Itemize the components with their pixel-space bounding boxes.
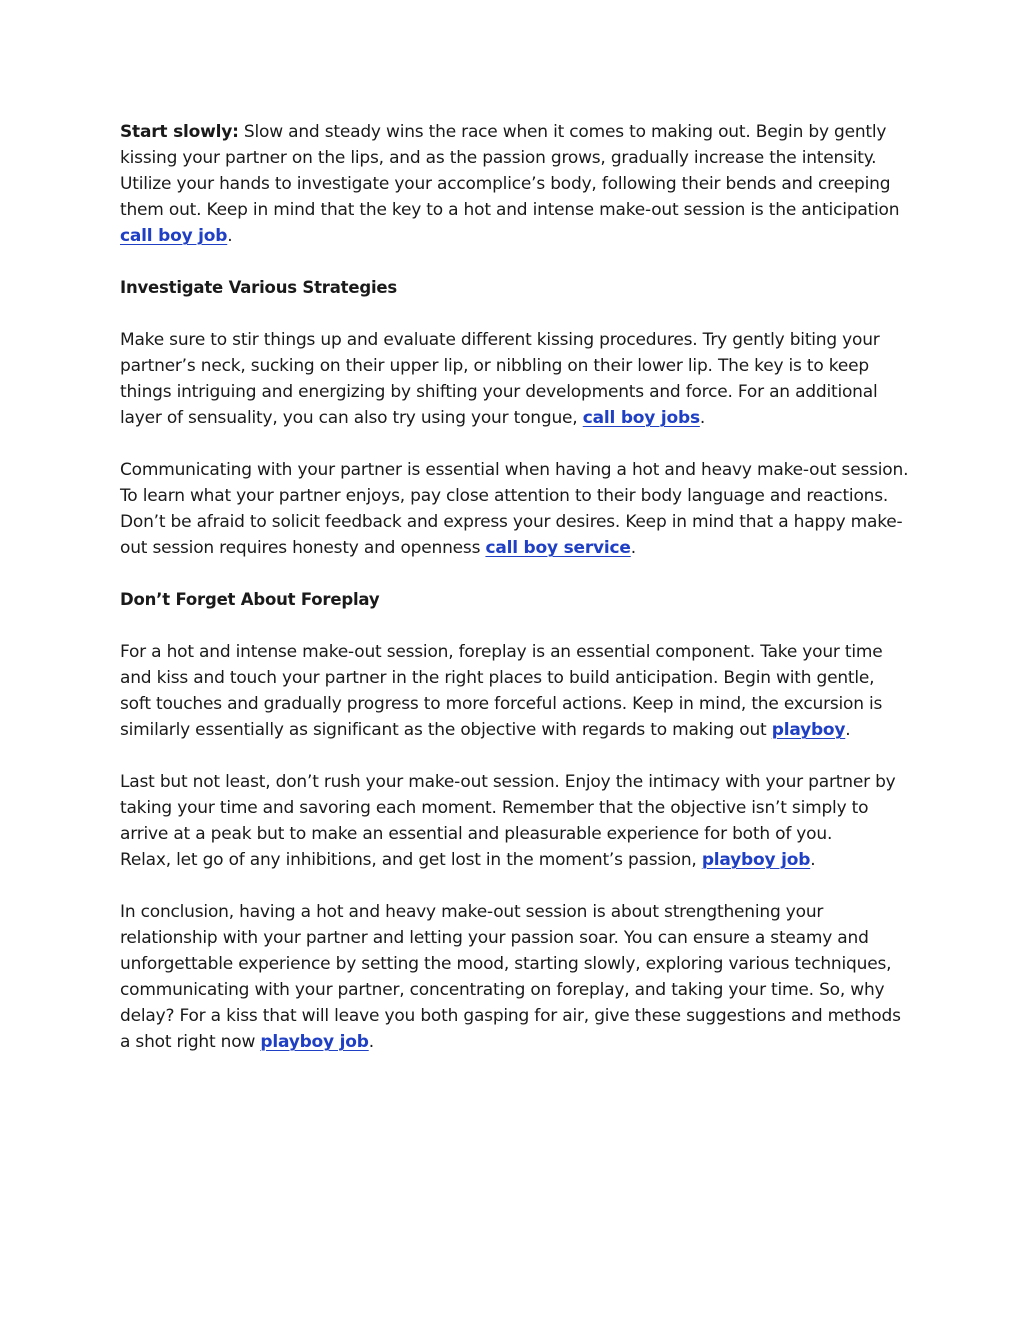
paragraph-start-slowly — [120, 119, 910, 249]
link-call-boy-jobs[interactable]: call boy jobs — [582, 408, 700, 428]
paragraph-text: Communicating with your partner is essential when having a hot and heavy make-out session. To learn what your partner enjoys, pay close attention to their body language and reactions. Don’t be afraid to solicit feedback and express your desires. Keep in mind that a happy make-out session requires honesty and openness — [120, 460, 909, 558]
heading-investigate-strategies: Investigate Various Strategies — [120, 278, 398, 297]
paragraph-text: Slow and steady wins the race when it comes to making out. Begin by gently kissing your partner on the lips, and as the passion grows, gradually increase the intensity. Utilize your hands to investigate your accomplice’s body, following their bends and creeping them out. Keep in mind that the key to a hot and intense make-out session is the anticipation — [120, 122, 900, 220]
heading-foreplay: Don’t Forget About Foreplay — [120, 590, 380, 609]
paragraph-text-relax: Relax, let go of any inhibitions, and get lost in the moment’s passion, — [120, 850, 702, 870]
document-body — [120, 119, 910, 1081]
lead-start-slowly: Start slowly: — [120, 122, 239, 142]
link-call-boy-job[interactable]: call boy job — [120, 226, 228, 246]
paragraph-text: For a hot and intense make-out session, foreplay is an essential component. Take your time and kiss and touch your partner in the right places to build anticipation. Begin with gentle, soft touches and gradually progress to more forceful actions. Keep in mind, the excursion is similarly essentially as significant as the objective with regards to making out — [120, 642, 883, 740]
paragraph-conclusion — [120, 899, 910, 1055]
link-playboy-job[interactable]: playboy job — [701, 850, 811, 870]
paragraph-foreplay — [120, 639, 910, 743]
paragraph-text: In conclusion, having a hot and heavy make-out session is about strengthening your relationship with your partner and letting your passion soar. You can ensure a steamy and unforgettable experience by setting the mood, starting slowly, exploring various techniques, communicating with your partner, concentrating on foreplay, and taking your time. So, why delay? For a kiss that will leave you both gasping for air, give these suggestions and methods a shot right now — [120, 902, 901, 1052]
paragraph-communicating — [120, 457, 910, 561]
link-playboy[interactable]: playboy — [771, 720, 846, 740]
link-playboy-job-conclusion[interactable]: playboy job — [260, 1032, 369, 1052]
punctuation: . — [845, 720, 851, 740]
paragraph-text: Make sure to stir things up and evaluate different kissing procedures. Try gently biting your partner’s neck, sucking on their upper lip, or nibbling on their lower lip. The key is to keep things intriguing and energizing by shifting your developments and force. For an additional layer of sensuality, you can also try using your tongue, — [120, 330, 880, 428]
punctuation: . — [630, 538, 636, 558]
paragraph-text: Last but not least, don’t rush your make-out session. Enjoy the intimacy with your partner by taking your time and savoring each moment. Remember that the objective isn’t simply to arrive at a peak but to make an essential and pleasurable experience for both of you. — [120, 772, 896, 844]
punctuation: . — [810, 850, 816, 870]
paragraph-strategies — [120, 327, 910, 431]
punctuation: . — [368, 1032, 374, 1052]
link-call-boy-service[interactable]: call boy service — [485, 538, 631, 558]
punctuation: . — [227, 226, 233, 246]
paragraph-dont-rush — [120, 769, 910, 873]
punctuation: . — [699, 408, 706, 428]
